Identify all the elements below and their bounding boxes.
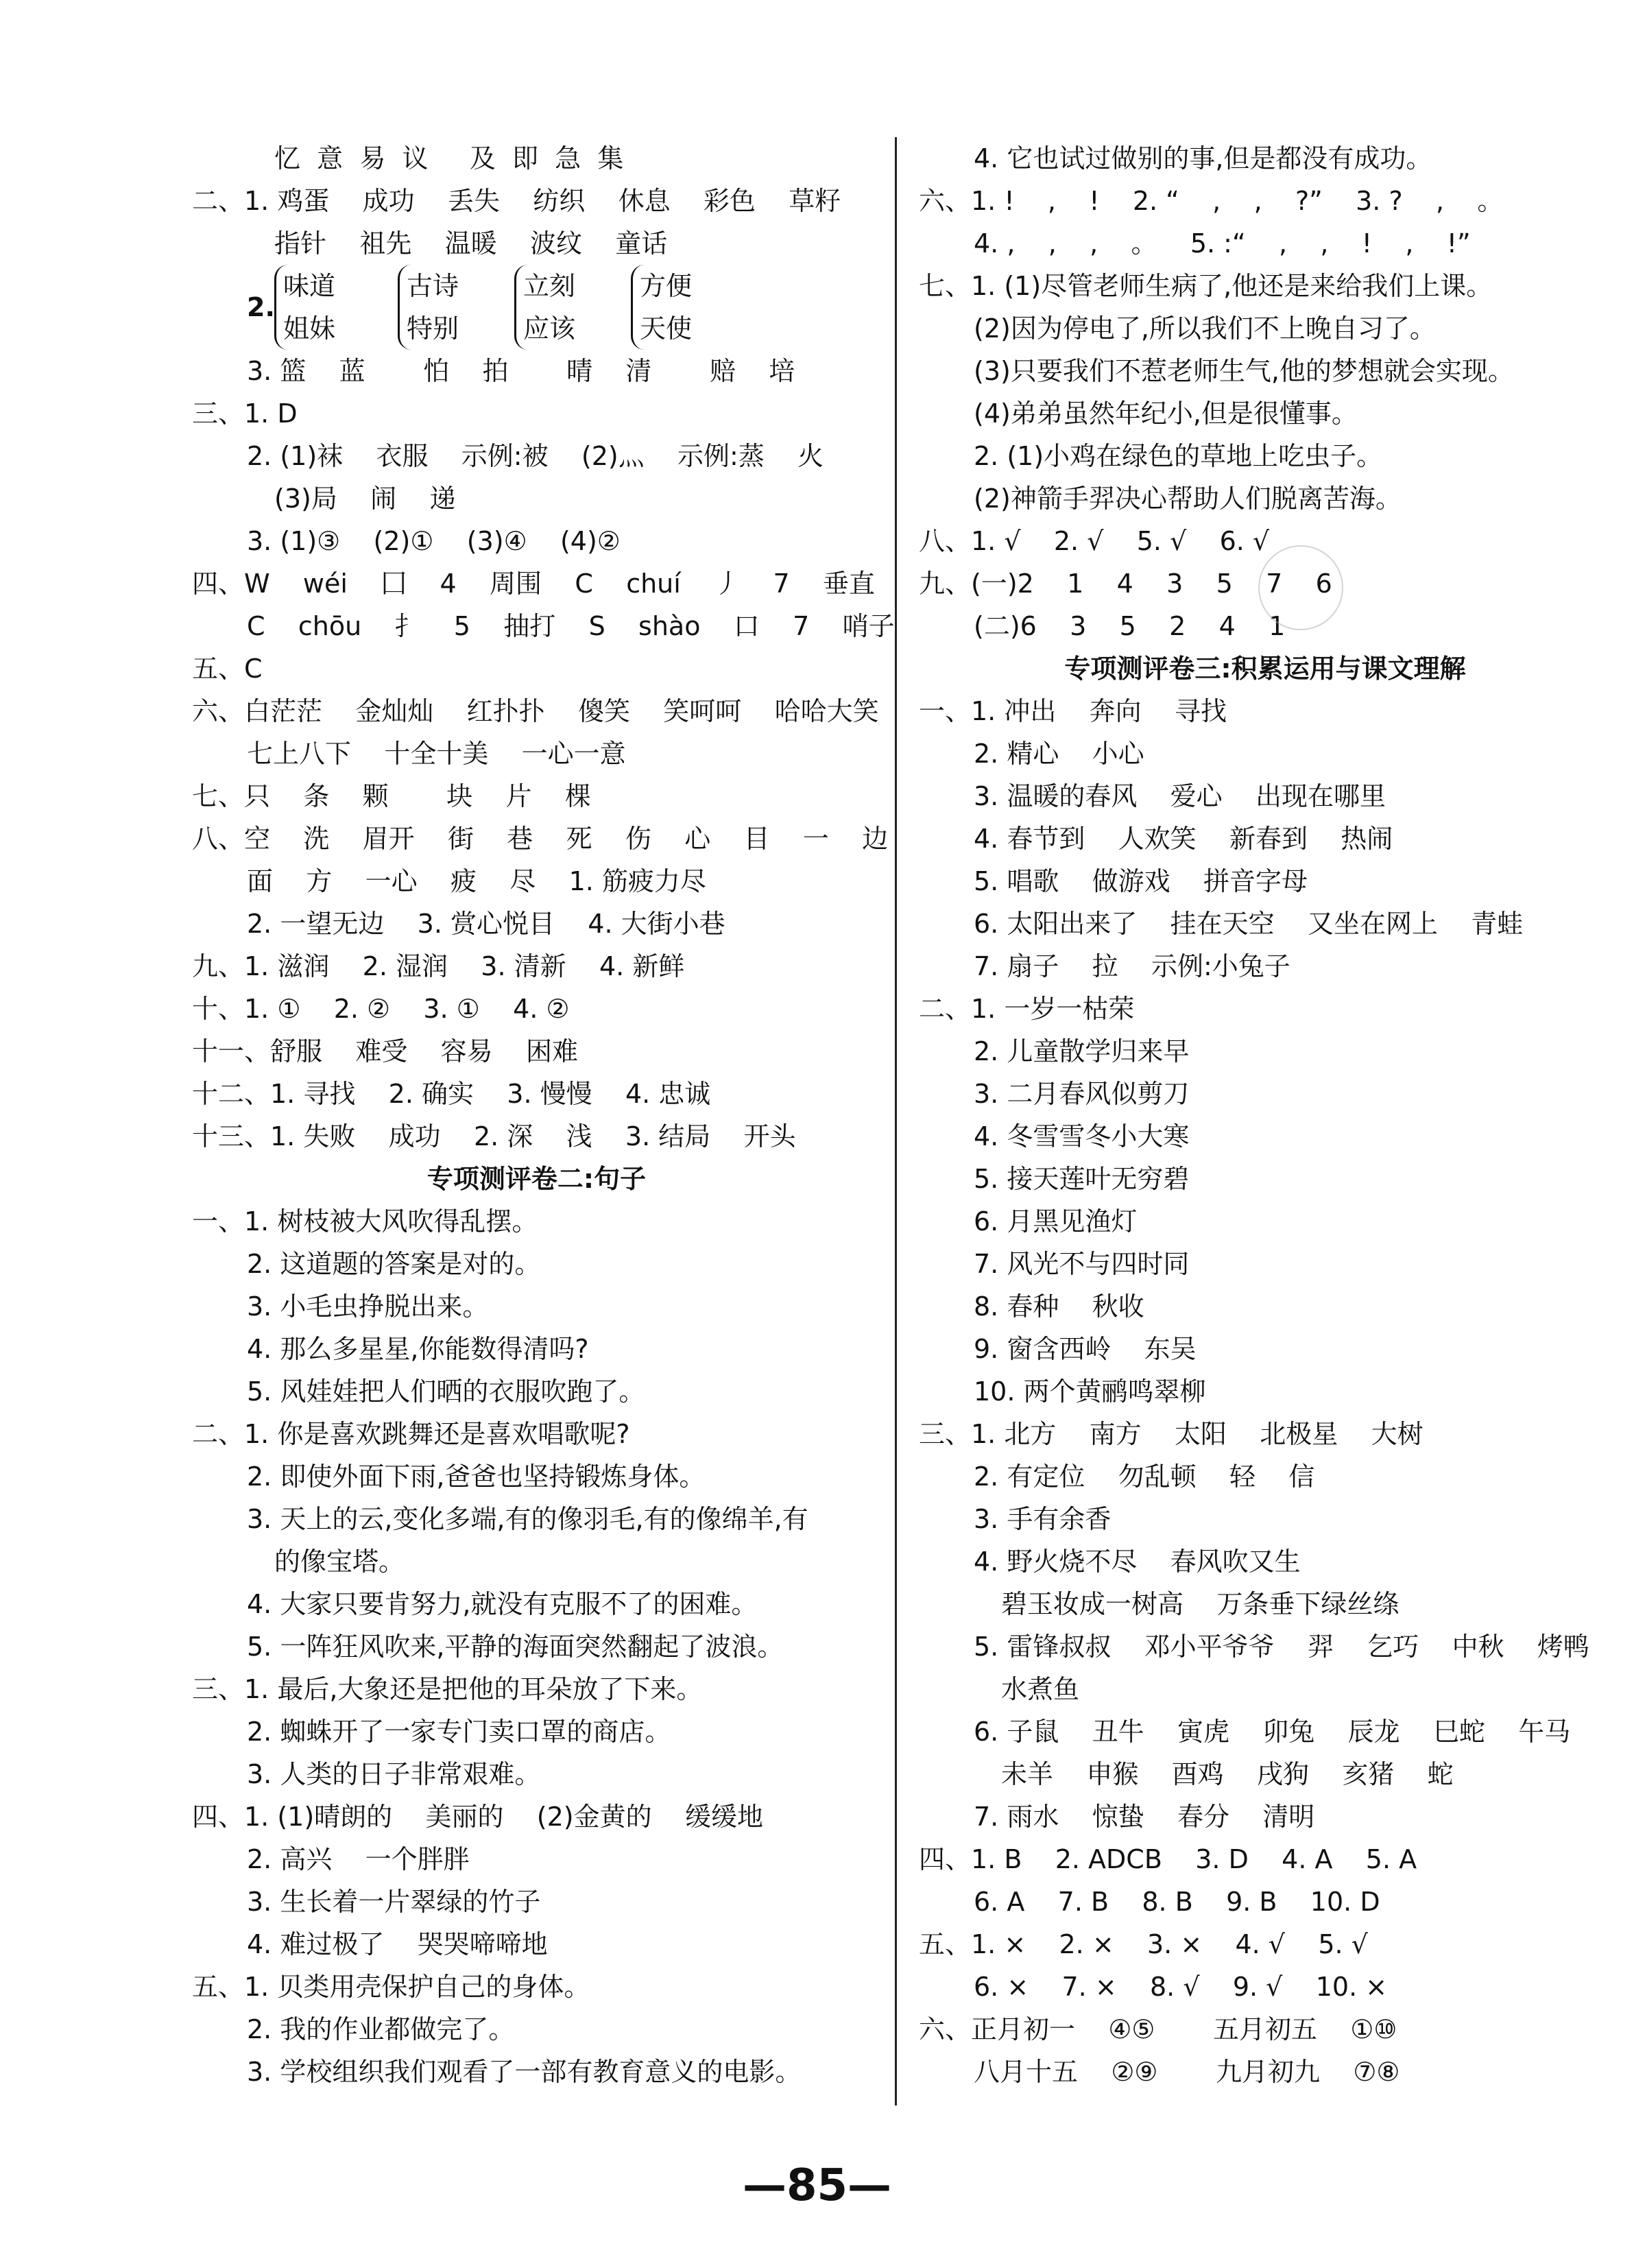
- faint-stamp: [1258, 545, 1343, 630]
- answer-line: 5. 接天莲叶无穷碧: [974, 1164, 1190, 1194]
- answer-line: 二、1. 鸡蛋 成功 丢失 纺织 休息 彩色 草籽: [192, 186, 841, 216]
- answer-line: 碧玉妆成一树高 万条垂下绿丝绦: [1001, 1589, 1399, 1619]
- answer-line: 九、(一)2 1 4 3 5 7 6: [919, 569, 1332, 599]
- answer-line: 3. 二月春风似剪刀: [974, 1079, 1190, 1109]
- answer-line: 2. 儿童散学归来早: [974, 1036, 1190, 1066]
- answer-line: 4. 那么多星星,你能数得清吗?: [247, 1334, 589, 1364]
- answer-line: 四、1. (1)晴朗的 美丽的 (2)金黄的 缓缓地: [192, 1802, 763, 1832]
- answer-line: 7. 雨水 惊蛰 春分 清明: [974, 1802, 1315, 1832]
- brace-group-answer: [192, 265, 881, 350]
- answer-line: (二)6 3 5 2 4 1: [974, 611, 1286, 641]
- answer-line: 五、1. 贝类用壳保护自己的身体。: [192, 1972, 590, 2002]
- answer-line: 二、1. 一岁一枯荣: [919, 994, 1135, 1024]
- answer-line: 十三、1. 失败 成功 2. 深 浅 3. 结局 开头: [192, 1121, 796, 1151]
- answer-line: 十二、1. 寻找 2. 确实 3. 慢慢 4. 忠诚: [192, 1079, 711, 1109]
- answer-line: 一、1. 树枝被大风吹得乱摆。: [192, 1206, 538, 1237]
- answer-line: 三、1. 最后,大象还是把他的耳朵放了下来。: [192, 1674, 703, 1704]
- answer-line: 6. 太阳出来了 挂在天空 又坐在网上 青蛙: [974, 909, 1524, 939]
- answer-line: 6. × 7. × 8. √ 9. √ 10. ×: [974, 1972, 1388, 2002]
- answer-line: 2. 一望无边 3. 赏心悦目 4. 大街小巷: [247, 909, 725, 939]
- answer-line: 六、1. ! , ! 2. “ , , ?” 3. ? , 。: [919, 186, 1504, 216]
- answer-line: 3. 人类的日子非常艰难。: [247, 1759, 541, 1789]
- answer-line: C chōu 扌 5 抽打 S shào 口 7 哨子: [247, 611, 895, 641]
- answer-line: 水煮鱼: [1001, 1674, 1080, 1704]
- brace-item: 姐妹: [283, 313, 336, 344]
- answer-line: 五、1. × 2. × 3. × 4. √ 5. √: [919, 1929, 1368, 1959]
- section-heading: 专项测评卷三:积累运用与课文理解: [1064, 654, 1466, 684]
- left-column: [192, 137, 895, 2093]
- answer-line: 2. 我的作业都做完了。: [247, 2014, 515, 2044]
- answer-line: 8. 春种 秋收: [974, 1291, 1144, 1322]
- answer-line: 三、1. D: [192, 398, 298, 429]
- answer-line: 5. 雷锋叔叔 邓小平爷爷 羿 乞巧 中秋 烤鸭: [974, 1632, 1589, 1662]
- brace-group: [631, 265, 692, 350]
- answer-line: 未羊 申猴 酉鸡 戌狗 亥猪 蛇: [1001, 1759, 1454, 1789]
- answer-line: 7. 扇子 拉 示例:小兔子: [974, 951, 1290, 981]
- answer-line: 2. 蜘蛛开了一家专门卖口罩的商店。: [247, 1717, 671, 1747]
- brace-item: 天使: [640, 313, 693, 344]
- brace-group: [274, 265, 335, 350]
- answer-line: 6. A 7. B 8. B 9. B 10. D: [974, 1887, 1380, 1917]
- answer-line: 4. 冬雪雪冬小大寒: [974, 1121, 1190, 1151]
- answer-line: 2. 高兴 一个胖胖: [247, 1844, 470, 1874]
- brace-group: [514, 265, 575, 350]
- answer-line: 一、1. 冲出 奔向 寻找: [919, 696, 1227, 726]
- answer-line: 四、W wéi 囗 4 周围 C chuí 丿 7 垂直: [192, 569, 875, 599]
- right-column: [919, 137, 1611, 2093]
- answer-line: 二、1. 你是喜欢跳舞还是喜欢唱歌呢?: [192, 1419, 630, 1449]
- answer-line: 4. 难过极了 哭哭啼啼地: [247, 1929, 548, 1959]
- answer-line: 7. 风光不与四时同: [974, 1249, 1190, 1279]
- answer-line: 5. 唱歌 做游戏 拼音字母: [974, 866, 1308, 896]
- column-divider: [895, 137, 897, 2105]
- answer-line: 4. 野火烧不尽 春风吹又生: [974, 1547, 1301, 1577]
- brace-label: 2.: [247, 292, 275, 322]
- answer-line: 6. 月黑见渔灯: [974, 1206, 1138, 1237]
- answer-line: 2. 有定位 勿乱顿 轻 信: [974, 1461, 1315, 1492]
- answer-line: 3. 生长着一片翠绿的竹子: [247, 1887, 541, 1917]
- brace-item: 方便: [640, 271, 693, 301]
- answer-line: 2. (1)小鸡在绿色的草地上吃虫子。: [974, 441, 1383, 471]
- answer-line: 3. (1)③ (2)① (3)④ (4)②: [247, 526, 621, 556]
- answer-line: 六、白茫茫 金灿灿 红扑扑 傻笑 笑呵呵 哈哈大笑: [192, 696, 879, 726]
- answer-line: 3. 温暖的春风 爱心 出现在哪里: [974, 781, 1386, 811]
- answer-line: 2. 这道题的答案是对的。: [247, 1249, 541, 1279]
- answer-line: 3. 小毛虫挣脱出来。: [247, 1291, 489, 1322]
- answer-line: 指针 祖先 温暖 波纹 童话: [274, 228, 668, 259]
- answer-line: (2)因为停电了,所以我们不上晚自习了。: [974, 313, 1436, 344]
- answer-line: 五、C: [192, 654, 263, 684]
- answer-line: 6. 子鼠 丑牛 寅虎 卯兔 辰龙 巳蛇 午马: [974, 1717, 1571, 1747]
- answer-line: 十、1. ① 2. ② 3. ① 4. ②: [192, 994, 570, 1024]
- answer-line: 八月十五 ②⑨ 九月初九 ⑦⑧: [974, 2057, 1400, 2087]
- answer-line: 八、1. √ 2. √ 5. √ 6. √: [919, 526, 1270, 556]
- answer-line: 4. 春节到 人欢笑 新春到 热闹: [974, 824, 1393, 854]
- answer-line: 十一、舒服 难受 容易 困难: [192, 1036, 578, 1066]
- answer-line: (2)神箭手羿决心帮助人们脱离苦海。: [974, 484, 1402, 514]
- answer-line: 七、1. (1)尽管老师生病了,他还是来给我们上课。: [919, 271, 1493, 301]
- answer-line: (3)只要我们不惹老师生气,他的梦想就会实现。: [974, 356, 1514, 386]
- answer-line: (3)局 闹 递: [274, 484, 456, 514]
- answer-line: 10. 两个黄鹂鸣翠柳: [974, 1376, 1206, 1407]
- answer-line: 六、正月初一 ④⑤ 五月初五 ①⑩: [919, 2014, 1397, 2044]
- answer-line: 忆 意 易 议 及 即 急 集: [274, 143, 624, 174]
- section-heading: 专项测评卷二:句子: [426, 1164, 647, 1194]
- answer-line: 9. 窗含西岭 东吴: [974, 1334, 1197, 1364]
- brace-item: 古诗: [407, 271, 459, 301]
- answer-line: 2. (1)袜 衣服 示例:被 (2)灬 示例:蒸 火: [247, 441, 824, 471]
- answer-line: 七上八下 十全十美 一心一意: [247, 739, 626, 769]
- answer-line: 四、1. B 2. ADCB 3. D 4. A 5. A: [919, 1844, 1417, 1874]
- brace-item: 立刻: [523, 271, 576, 301]
- answer-line: 的像宝塔。: [274, 1547, 405, 1577]
- answer-line: 七、只 条 颗 块 片 棵: [192, 781, 591, 811]
- answer-line: 3. 篮 蓝 怕 拍 晴 清 赔 培: [247, 356, 795, 386]
- brace-item: 味道: [283, 271, 336, 301]
- page-number: —85—: [742, 2160, 892, 2211]
- answer-line: 九、1. 滋润 2. 湿润 3. 清新 4. 新鲜: [192, 951, 685, 981]
- brace-item: 特别: [407, 313, 459, 344]
- answer-line: 3. 天上的云,变化多端,有的像羽毛,有的像绵羊,有: [247, 1504, 808, 1534]
- answer-line: 3. 学校组织我们观看了一部有教育意义的电影。: [247, 2057, 802, 2087]
- answer-line: 5. 一阵狂风吹来,平静的海面突然翻起了波浪。: [247, 1632, 784, 1662]
- answer-line: 4. 大家只要肯努力,就没有克服不了的困难。: [247, 1589, 758, 1619]
- answer-line: 4. 它也试过做别的事,但是都没有成功。: [974, 143, 1432, 174]
- answer-line: 2. 即使外面下雨,爸爸也坚持锻炼身体。: [247, 1461, 706, 1492]
- brace-item: 应该: [523, 313, 576, 344]
- answer-line: 3. 手有余香: [974, 1504, 1112, 1534]
- answer-line: 面 方 一心 疲 尽 1. 筋疲力尽: [247, 866, 706, 896]
- answer-line: 5. 风娃娃把人们晒的衣服吹跑了。: [247, 1376, 645, 1407]
- answer-line: 八、空 洗 眉开 街 巷 死 伤 心 目 一 边: [192, 824, 889, 854]
- brace-group: [398, 265, 459, 350]
- answer-line: 4. , , , 。 5. :“ , , ! , !”: [974, 228, 1471, 259]
- answer-line: (4)弟弟虽然年纪小,但是很懂事。: [974, 398, 1358, 429]
- answer-line: 2. 精心 小心: [974, 739, 1144, 769]
- answer-line: 三、1. 北方 南方 太阳 北极星 大树: [919, 1419, 1423, 1449]
